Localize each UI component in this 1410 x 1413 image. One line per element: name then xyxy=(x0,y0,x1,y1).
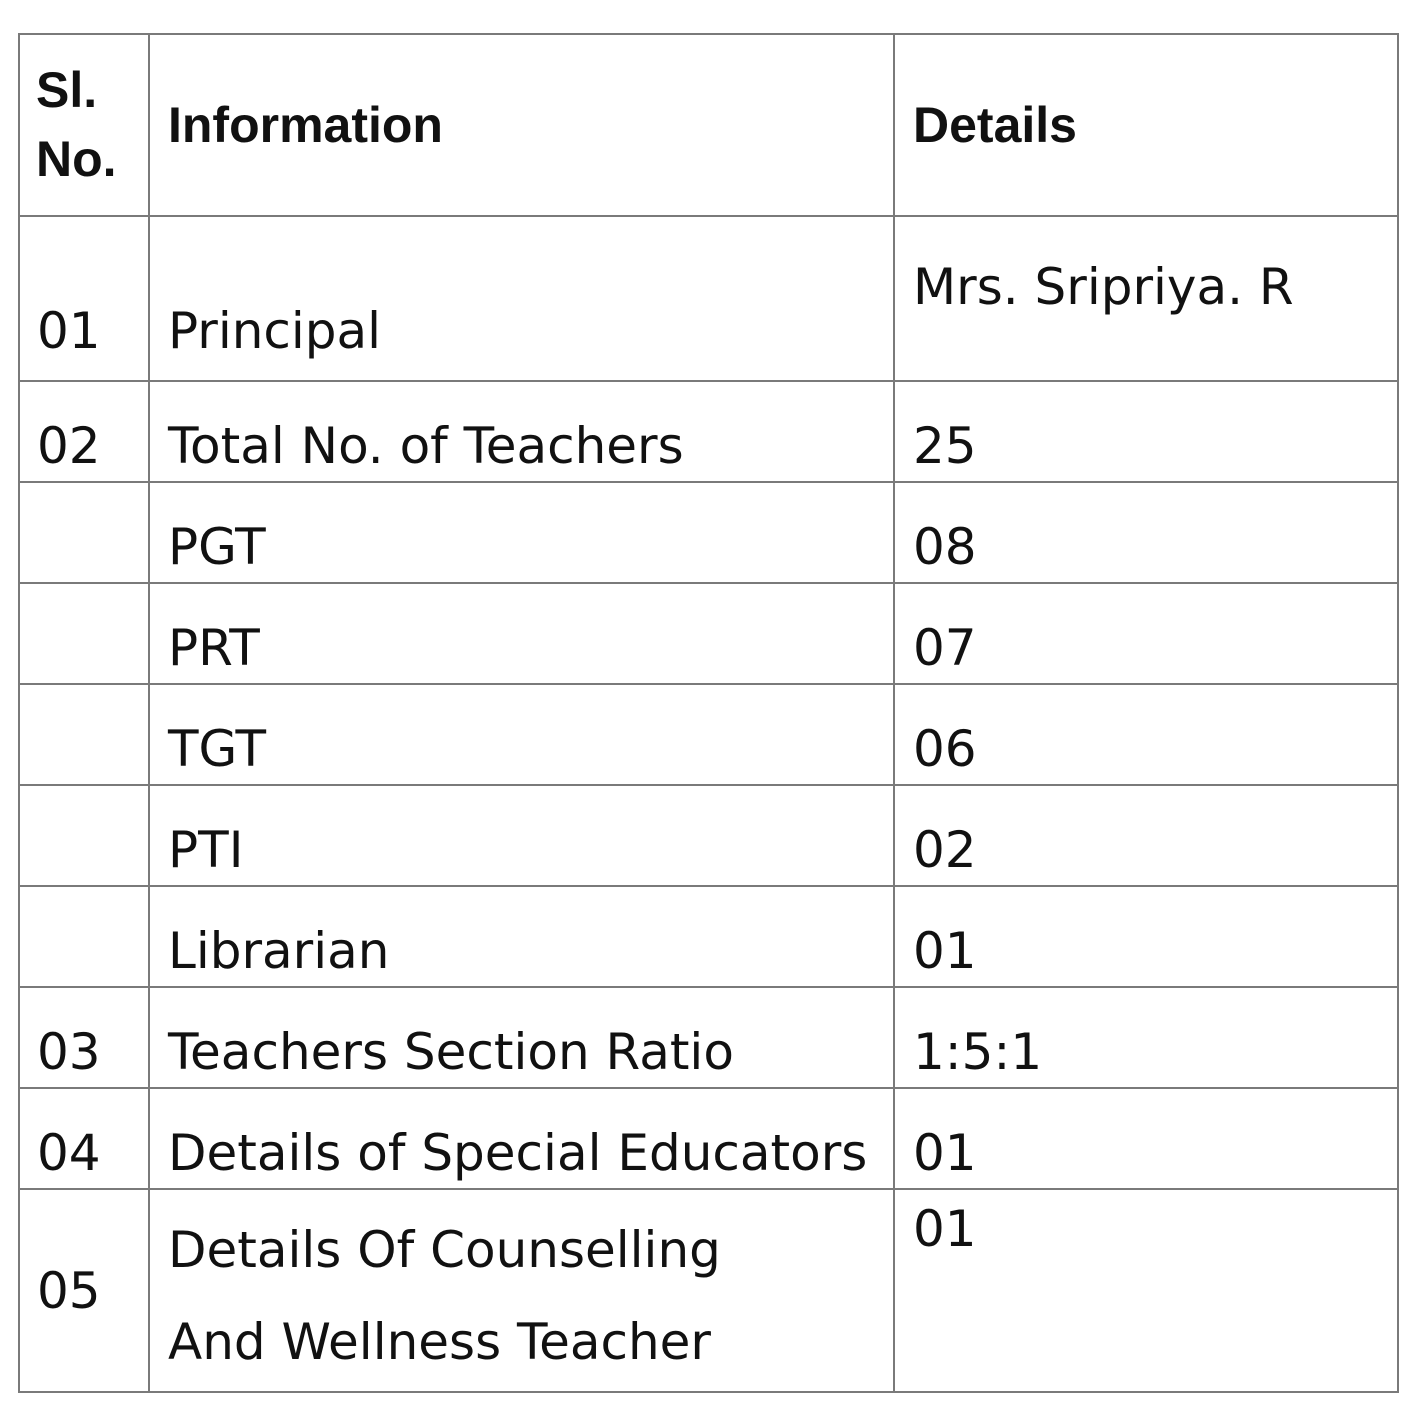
table-row xyxy=(19,381,1398,482)
sl-no-cell: 02 xyxy=(19,381,149,482)
sl-no-cell: 04 xyxy=(19,1088,149,1189)
table-row xyxy=(19,1088,1398,1189)
information-cell: TGT xyxy=(149,684,894,785)
details-cell: 08 xyxy=(894,482,1398,583)
sl-no-cell: 05 xyxy=(19,1189,149,1392)
details-cell: 01 xyxy=(894,1088,1398,1189)
table-header-row xyxy=(19,34,1398,216)
sl-no-cell: 03 xyxy=(19,987,149,1088)
information-cell: Details of Special Educators xyxy=(149,1088,894,1189)
table-row xyxy=(19,987,1398,1088)
header-details: Details xyxy=(894,34,1398,216)
details-cell: Mrs. Sripriya. R xyxy=(894,216,1398,381)
sl-no-cell: 01 xyxy=(19,216,149,381)
table-row xyxy=(19,482,1398,583)
table-row xyxy=(19,216,1398,381)
details-cell: 01 xyxy=(894,1189,1398,1392)
details-cell: 02 xyxy=(894,785,1398,886)
sl-no-cell xyxy=(19,583,149,684)
staff-info-table xyxy=(18,33,1399,1393)
information-cell xyxy=(149,1189,894,1392)
information-cell: Librarian xyxy=(149,886,894,987)
table-row xyxy=(19,1189,1398,1392)
information-line: Details Of Counselling xyxy=(168,1220,721,1279)
details-cell: 06 xyxy=(894,684,1398,785)
details-cell: 25 xyxy=(894,381,1398,482)
details-cell: 01 xyxy=(894,886,1398,987)
sl-no-cell xyxy=(19,886,149,987)
sl-no-cell xyxy=(19,482,149,583)
details-cell: 07 xyxy=(894,583,1398,684)
details-cell: 1:5:1 xyxy=(894,987,1398,1088)
sl-no-cell xyxy=(19,684,149,785)
information-cell: Principal xyxy=(149,216,894,381)
table-row xyxy=(19,886,1398,987)
information-line: And Wellness Teacher xyxy=(168,1312,711,1371)
table-row xyxy=(19,684,1398,785)
information-cell: Total No. of Teachers xyxy=(149,381,894,482)
header-information: Information xyxy=(149,34,894,216)
information-cell: Teachers Section Ratio xyxy=(149,987,894,1088)
information-cell: PTI xyxy=(149,785,894,886)
header-sl-no: Sl. No. xyxy=(19,34,149,216)
table-row xyxy=(19,785,1398,886)
information-cell: PGT xyxy=(149,482,894,583)
information-cell: PRT xyxy=(149,583,894,684)
sl-no-cell xyxy=(19,785,149,886)
table-row xyxy=(19,583,1398,684)
